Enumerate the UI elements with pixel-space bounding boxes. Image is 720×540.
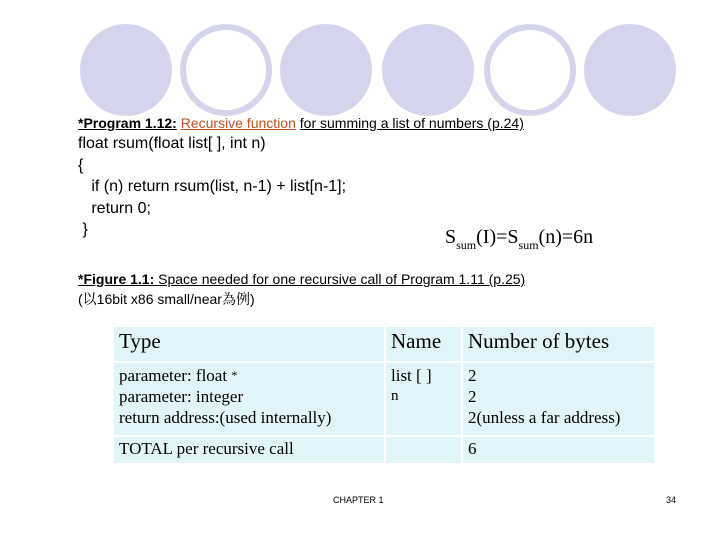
code-block [78,133,346,241]
decor-circle-1 [80,24,172,116]
decor-circle-3 [280,24,372,116]
figure-caption-line2: (以16bit x86 small/near為例) [78,291,255,307]
program-caption-prefix: *Program 1.12: [78,115,177,131]
code-line: { [78,156,84,174]
type-param-float: parameter: float [119,366,228,385]
decor-circle-5 [484,24,576,116]
figure-caption [78,270,525,288]
bytes-float: 2 [468,366,477,385]
name-list: list [ ] [391,366,432,385]
code-line: return 0; [78,199,151,217]
table-total-row [113,436,655,464]
program-caption-rest: for summing a list of numbers (p.24) [299,115,524,131]
cell-bytes [462,362,655,436]
footer-chapter: CHAPTER 1 [333,495,384,505]
program-caption-highlight: Recursive function [180,115,296,131]
decor-circle-6 [584,24,676,116]
header-bytes: Number of bytes [462,326,655,362]
code-line: } [78,221,88,238]
name-n: n [391,388,399,404]
decor-circle-4 [382,24,474,116]
total-name [385,436,462,464]
program-caption [78,114,524,132]
code-line: float rsum(float list[ ], int n) [78,135,266,152]
cell-types: parameter: float * parameter: integer return address:(used internally) [113,362,385,436]
type-return-address: return address:(used internally) [119,408,332,427]
footer-page-number: 34 [666,495,677,505]
total-type: TOTAL per recursive call [113,436,385,464]
type-param-integer: parameter: integer [119,387,244,406]
space-formula: $S_{sum}(I)=S_{sum}(n)=6n$ [445,226,594,252]
figure-caption-rest: Space needed for one recursive call of Program 1.11 (p.25) [158,271,526,287]
header-name: Name [385,326,462,362]
decor-circle-2 [180,24,272,116]
bytes-integer: 2 [468,387,477,406]
table-row [113,362,655,436]
table-header-row [113,326,655,362]
code-line: if (n) return rsum(list, n-1) + list[n-1]; [78,178,347,195]
total-bytes: 6 [462,436,655,464]
header-type: Type [113,326,385,362]
bytes-return: 2(unless a far address) [468,408,621,427]
cell-names [385,362,462,436]
figure-caption-prefix: *Figure 1.1: [78,271,155,287]
space-table [112,325,656,465]
